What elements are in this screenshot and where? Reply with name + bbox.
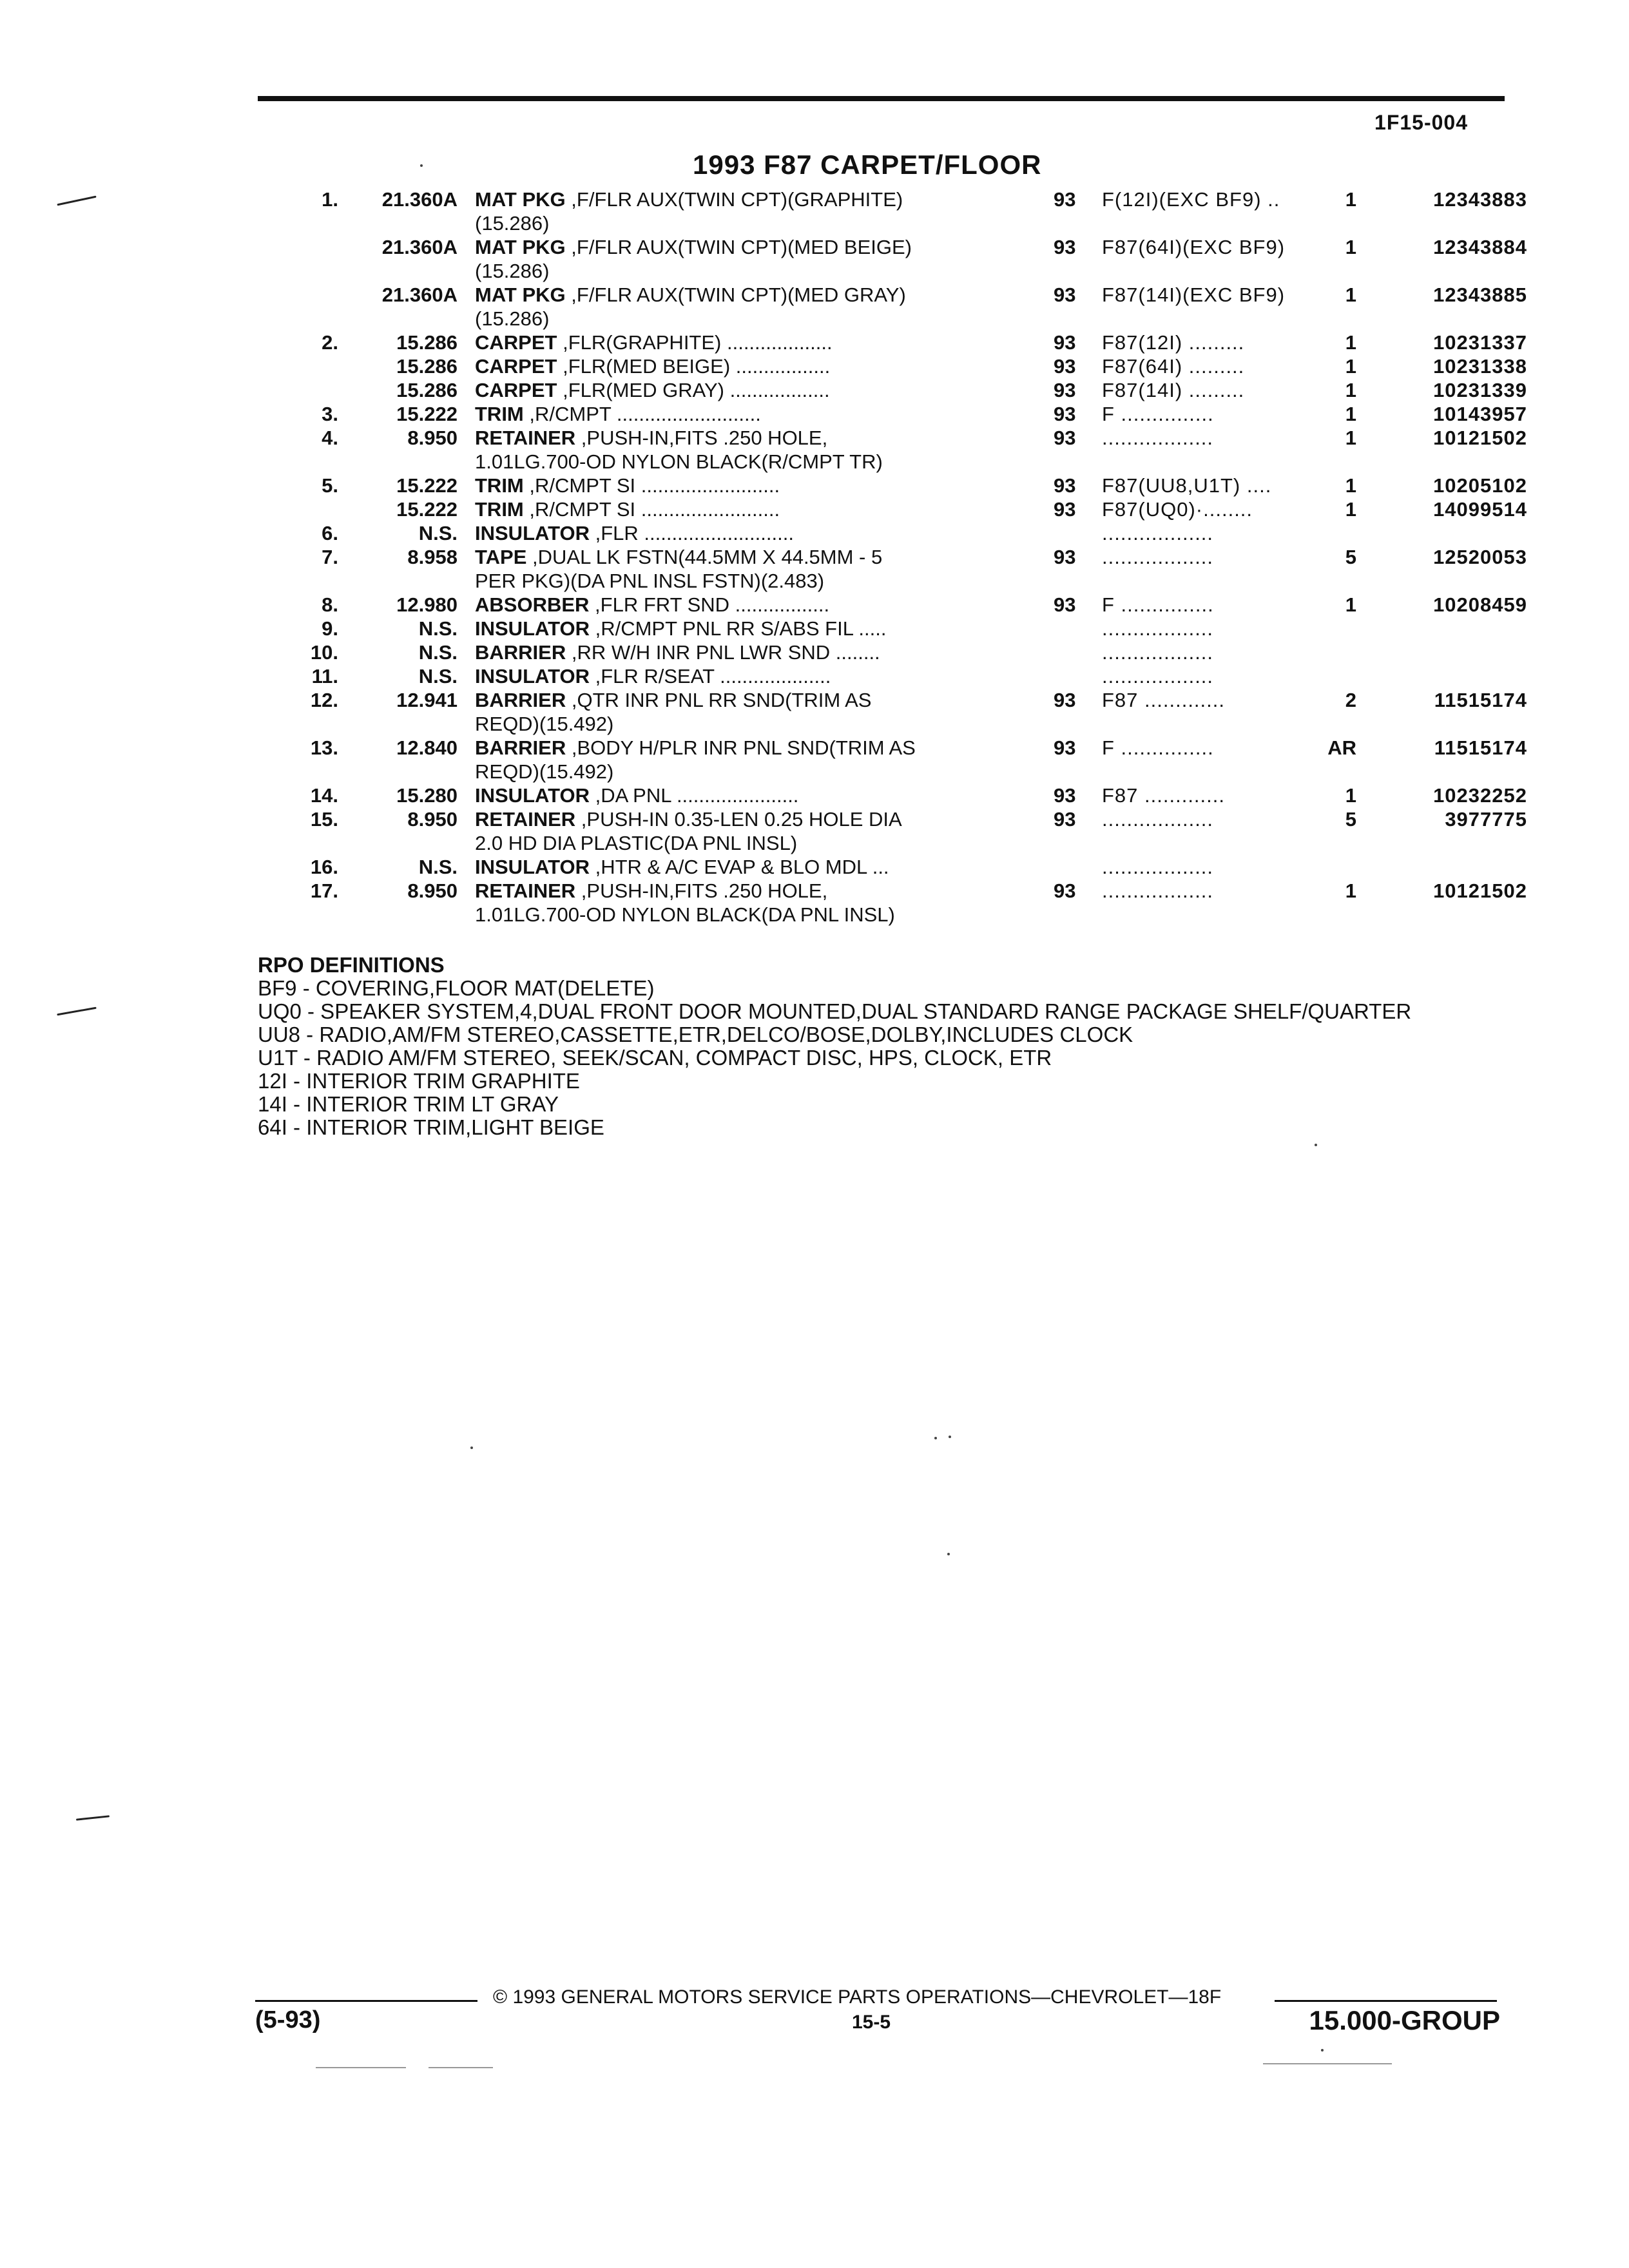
rpo-item: 64I - INTERIOR TRIM,LIGHT BEIGE xyxy=(258,1115,604,1139)
part-name: INSULATOR xyxy=(475,522,590,544)
part-name: ABSORBER xyxy=(475,593,590,616)
group-number: 15.222 xyxy=(396,474,458,497)
part-detail-continued: (15.286) xyxy=(475,260,550,282)
usage-code: F(12I)(EXC BF9) .. xyxy=(1102,188,1280,211)
model-year: 93 xyxy=(1054,403,1076,425)
model-year: 93 xyxy=(1054,808,1076,831)
quantity: 1 xyxy=(1345,331,1356,354)
usage-code: F87(12I) ......... xyxy=(1102,331,1245,354)
scan-mark xyxy=(57,1007,97,1016)
part-number: 10231337 xyxy=(1433,331,1527,354)
item-number: 10. xyxy=(310,641,338,664)
model-year: 93 xyxy=(1054,474,1076,497)
part-row xyxy=(290,664,1514,688)
item-number: 2. xyxy=(322,331,338,354)
quantity: 1 xyxy=(1345,236,1356,258)
part-number: 10232252 xyxy=(1433,784,1527,807)
part-row xyxy=(290,640,1514,664)
usage-code: F ............... xyxy=(1102,403,1214,425)
faint-rule xyxy=(1263,2063,1392,2064)
part-name: RETAINER xyxy=(475,427,576,449)
faint-rule xyxy=(316,2067,406,2068)
part-name: INSULATOR xyxy=(475,856,590,878)
quantity: 1 xyxy=(1345,403,1356,425)
part-name: TRIM xyxy=(475,474,524,497)
group-number: 8.950 xyxy=(407,879,458,902)
usage-code: F87(64I) ......... xyxy=(1102,355,1245,378)
quantity: 1 xyxy=(1345,188,1356,211)
part-number: 14099514 xyxy=(1433,498,1527,521)
part-row xyxy=(290,474,1527,497)
parts-table xyxy=(290,187,1527,927)
footer-page-number: 15-5 xyxy=(852,2012,891,2033)
rpo-definitions xyxy=(258,954,1411,1139)
part-number: 11515174 xyxy=(1434,689,1527,711)
part-detail: ,FLR ........................... xyxy=(595,522,794,544)
group-number: 12.840 xyxy=(396,736,458,759)
part-detail: ,PUSH-IN,FITS .250 HOLE, xyxy=(581,879,828,902)
group-number: 8.950 xyxy=(407,427,458,449)
rpo-item: UU8 - RADIO,AM/FM STEREO,CASSETTE,ETR,DELCO/BOSE,DOLBY,INCLUDES CLOCK xyxy=(258,1023,1133,1046)
item-number: 7. xyxy=(322,546,338,568)
model-year: 93 xyxy=(1054,593,1076,616)
item-number: 9. xyxy=(322,617,338,640)
usage-code: F87(UU8,U1T) .... xyxy=(1102,474,1272,497)
item-number: 16. xyxy=(310,856,338,878)
usage-code: .................. xyxy=(1102,617,1214,640)
part-detail: ,DUAL LK FSTN(44.5MM X 44.5MM - 5 xyxy=(532,546,883,568)
part-name: CARPET xyxy=(475,355,557,378)
part-detail: ,HTR & A/C EVAP & BLO MDL ... xyxy=(595,856,889,878)
item-number: 3. xyxy=(322,403,338,425)
group-number: N.S. xyxy=(418,617,458,640)
item-number: 1. xyxy=(322,188,338,211)
group-number: 8.950 xyxy=(407,808,458,831)
quantity: 2 xyxy=(1345,689,1356,711)
part-detail: ,FLR(MED GRAY) .................. xyxy=(563,379,830,401)
usage-code: .................. xyxy=(1102,879,1214,902)
part-row xyxy=(290,497,1527,521)
group-number: 21.360A xyxy=(381,284,458,306)
part-description xyxy=(475,640,1184,664)
item-number: 17. xyxy=(310,879,338,902)
part-name: INSULATOR xyxy=(475,617,590,640)
part-row xyxy=(290,545,1527,593)
usage-code: F ............... xyxy=(1102,736,1214,759)
part-row xyxy=(290,402,1527,426)
part-number: 12343885 xyxy=(1433,284,1527,306)
item-number: 14. xyxy=(310,784,338,807)
part-detail-continued: PER PKG)(DA PNL INSL FSTN)(2.483) xyxy=(475,570,825,592)
quantity: 1 xyxy=(1345,427,1356,449)
group-number: 21.360A xyxy=(381,236,458,258)
section-title: 1993 F87 CARPET/FLOOR xyxy=(693,149,1042,180)
quantity: 1 xyxy=(1345,355,1356,378)
speck xyxy=(947,1553,950,1555)
group-number: 15.280 xyxy=(396,784,458,807)
speck xyxy=(420,164,423,167)
part-name: INSULATOR xyxy=(475,665,590,687)
usage-code: F87 ............. xyxy=(1102,784,1225,807)
part-detail-continued: REQD)(15.492) xyxy=(475,713,614,735)
part-detail: ,BODY H/PLR INR PNL SND(TRIM AS xyxy=(571,736,916,759)
usage-code: .................. xyxy=(1102,665,1214,687)
part-detail-continued: 1.01LG.700-OD NYLON BLACK(R/CMPT TR) xyxy=(475,450,883,473)
item-number: 15. xyxy=(310,808,338,831)
model-year: 93 xyxy=(1054,546,1076,568)
part-detail-continued: 1.01LG.700-OD NYLON BLACK(DA PNL INSL) xyxy=(475,903,895,926)
scan-mark xyxy=(57,196,96,206)
quantity: 1 xyxy=(1345,474,1356,497)
part-description xyxy=(475,521,1184,545)
group-number: 15.222 xyxy=(396,498,458,521)
group-number: N.S. xyxy=(418,665,458,687)
part-row xyxy=(290,426,1527,474)
part-name: INSULATOR xyxy=(475,784,590,807)
part-name: RETAINER xyxy=(475,808,576,831)
footer-date-code: (5-93) xyxy=(255,2006,321,2033)
model-year: 93 xyxy=(1054,188,1076,211)
part-name: BARRIER xyxy=(475,689,566,711)
part-row xyxy=(290,378,1527,402)
usage-code: .................. xyxy=(1102,546,1214,568)
usage-code: F87(14I)(EXC BF9) xyxy=(1102,284,1286,306)
speck xyxy=(470,1446,473,1449)
quantity: 1 xyxy=(1345,284,1356,306)
group-number: 8.958 xyxy=(407,546,458,568)
part-detail: ,FLR(GRAPHITE) ................... xyxy=(563,331,833,354)
part-detail-continued: REQD)(15.492) xyxy=(475,760,614,783)
rpo-item: U1T - RADIO AM/FM STEREO, SEEK/SCAN, COMPACT DISC, HPS, CLOCK, ETR xyxy=(258,1046,1052,1070)
model-year: 93 xyxy=(1054,784,1076,807)
footer-group: 15.000-GROUP xyxy=(1309,2005,1500,2035)
item-number: 12. xyxy=(310,689,338,711)
item-number: 5. xyxy=(322,474,338,497)
item-number: 6. xyxy=(322,522,338,544)
usage-code: .................. xyxy=(1102,522,1214,544)
speck xyxy=(949,1436,951,1438)
model-year: 93 xyxy=(1054,427,1076,449)
usage-code: F87(14I) ......... xyxy=(1102,379,1245,401)
part-name: MAT PKG xyxy=(475,284,566,306)
part-row xyxy=(290,354,1527,378)
quantity: 1 xyxy=(1345,784,1356,807)
group-number: 21.360A xyxy=(381,188,458,211)
quantity: AR xyxy=(1327,736,1356,759)
item-number: 13. xyxy=(310,736,338,759)
footer-copyright: © 1993 GENERAL MOTORS SERVICE PARTS OPERATIONS—CHEVROLET—18F xyxy=(493,1986,1222,2008)
footer-rule-left xyxy=(255,2000,477,2002)
part-detail-continued: 2.0 HD DIA PLASTIC(DA PNL INSL) xyxy=(475,832,798,854)
usage-code: .................. xyxy=(1102,808,1214,831)
part-name: TRIM xyxy=(475,498,524,521)
group-number: 15.286 xyxy=(396,355,458,378)
usage-code: F87 ............. xyxy=(1102,689,1225,711)
part-detail: ,PUSH-IN 0.35-LEN 0.25 HOLE DIA xyxy=(581,808,902,831)
group-number: 15.286 xyxy=(396,379,458,401)
model-year: 93 xyxy=(1054,284,1076,306)
part-number: 10121502 xyxy=(1433,427,1527,449)
part-description xyxy=(475,855,1184,879)
part-row xyxy=(290,617,1514,640)
part-number: 10205102 xyxy=(1433,474,1527,497)
part-number: 12343883 xyxy=(1433,188,1527,211)
part-row xyxy=(290,187,1527,235)
rpo-item: BF9 - COVERING,FLOOR MAT(DELETE) xyxy=(258,976,655,1000)
faint-rule xyxy=(429,2067,493,2068)
quantity: 5 xyxy=(1345,808,1356,831)
model-year: 93 xyxy=(1054,498,1076,521)
part-description xyxy=(475,617,1184,640)
footer-rule-right xyxy=(1275,2000,1497,2002)
group-number: 12.941 xyxy=(396,689,458,711)
part-number: 10231339 xyxy=(1433,379,1527,401)
part-detail: ,RR W/H INR PNL LWR SND ........ xyxy=(571,641,880,664)
part-row xyxy=(290,331,1527,354)
group-number: N.S. xyxy=(418,522,458,544)
item-number: 11. xyxy=(311,665,338,687)
part-row xyxy=(290,736,1527,783)
part-number: 10208459 xyxy=(1433,593,1527,616)
usage-code: F87(UQ0)·........ xyxy=(1102,498,1253,521)
usage-code: .................. xyxy=(1102,641,1214,664)
part-detail-continued: (15.286) xyxy=(475,212,550,235)
part-name: MAT PKG xyxy=(475,188,566,211)
group-number: 15.222 xyxy=(396,403,458,425)
model-year: 93 xyxy=(1054,736,1076,759)
scan-mark xyxy=(76,1815,110,1820)
group-number: 12.980 xyxy=(396,593,458,616)
part-row xyxy=(290,855,1514,879)
part-number: 12343884 xyxy=(1433,236,1527,258)
model-year: 93 xyxy=(1054,689,1076,711)
part-detail: ,R/CMPT .......................... xyxy=(529,403,761,425)
part-row xyxy=(290,688,1527,736)
speck xyxy=(1321,2049,1324,2052)
part-name: BARRIER xyxy=(475,641,566,664)
part-name: TAPE xyxy=(475,546,527,568)
part-row xyxy=(290,807,1527,855)
part-number: 12520053 xyxy=(1433,546,1527,568)
quantity: 1 xyxy=(1345,593,1356,616)
usage-code: .................. xyxy=(1102,856,1214,878)
top-rule xyxy=(258,96,1505,101)
part-description xyxy=(475,664,1184,688)
part-row xyxy=(290,783,1527,807)
part-detail: ,R/CMPT SI ......................... xyxy=(529,474,780,497)
part-name: MAT PKG xyxy=(475,236,566,258)
part-number: 10121502 xyxy=(1433,879,1527,902)
usage-code: F ............... xyxy=(1102,593,1214,616)
part-number: 11515174 xyxy=(1434,736,1527,759)
part-detail: ,F/FLR AUX(TWIN CPT)(MED BEIGE) xyxy=(571,236,912,258)
model-year: 93 xyxy=(1054,331,1076,354)
part-number: 3977775 xyxy=(1445,808,1527,831)
part-detail-continued: (15.286) xyxy=(475,307,550,330)
part-detail: ,FLR FRT SND ................. xyxy=(595,593,830,616)
part-detail: ,PUSH-IN,FITS .250 HOLE, xyxy=(581,427,828,449)
part-row xyxy=(290,593,1527,617)
part-row xyxy=(290,283,1527,331)
part-detail: ,FLR R/SEAT .................... xyxy=(595,665,831,687)
quantity: 1 xyxy=(1345,498,1356,521)
part-row xyxy=(290,521,1514,545)
item-number: 8. xyxy=(322,593,338,616)
quantity: 1 xyxy=(1345,379,1356,401)
usage-code: .................. xyxy=(1102,427,1214,449)
model-year: 93 xyxy=(1054,236,1076,258)
part-detail: ,F/FLR AUX(TWIN CPT)(GRAPHITE) xyxy=(571,188,903,211)
part-detail: ,R/CMPT SI ......................... xyxy=(529,498,780,521)
rpo-heading: RPO DEFINITIONS xyxy=(258,953,445,977)
group-number: 15.286 xyxy=(396,331,458,354)
item-number: 4. xyxy=(322,427,338,449)
speck xyxy=(934,1437,937,1439)
part-row xyxy=(290,879,1527,927)
part-name: BARRIER xyxy=(475,736,566,759)
speck xyxy=(1315,1144,1317,1146)
part-name: RETAINER xyxy=(475,879,576,902)
group-number: N.S. xyxy=(418,856,458,878)
part-detail: ,DA PNL ...................... xyxy=(595,784,799,807)
part-detail: ,QTR INR PNL RR SND(TRIM AS xyxy=(571,689,872,711)
model-year: 93 xyxy=(1054,379,1076,401)
page-code: 1F15-004 xyxy=(1374,111,1468,134)
part-number: 10231338 xyxy=(1433,355,1527,378)
part-name: CARPET xyxy=(475,331,557,354)
part-name: TRIM xyxy=(475,403,524,425)
part-detail: ,FLR(MED BEIGE) ................. xyxy=(563,355,831,378)
rpo-item: 14I - INTERIOR TRIM LT GRAY xyxy=(258,1092,559,1116)
part-detail: ,R/CMPT PNL RR S/ABS FIL ..... xyxy=(595,617,887,640)
part-detail: ,F/FLR AUX(TWIN CPT)(MED GRAY) xyxy=(571,284,906,306)
usage-code: F87(64I)(EXC BF9) xyxy=(1102,236,1286,258)
rpo-list xyxy=(258,977,1411,1139)
model-year: 93 xyxy=(1054,879,1076,902)
part-name: CARPET xyxy=(475,379,557,401)
part-number: 10143957 xyxy=(1433,403,1527,425)
quantity: 5 xyxy=(1345,546,1356,568)
quantity: 1 xyxy=(1345,879,1356,902)
model-year: 93 xyxy=(1054,355,1076,378)
rpo-item: 12I - INTERIOR TRIM GRAPHITE xyxy=(258,1069,580,1093)
part-row xyxy=(290,235,1527,283)
rpo-item: UQ0 - SPEAKER SYSTEM,4,DUAL FRONT DOOR MOUNTED,DUAL STANDARD RANGE PACKAGE SHELF/QUARTER xyxy=(258,999,1412,1023)
group-number: N.S. xyxy=(418,641,458,664)
